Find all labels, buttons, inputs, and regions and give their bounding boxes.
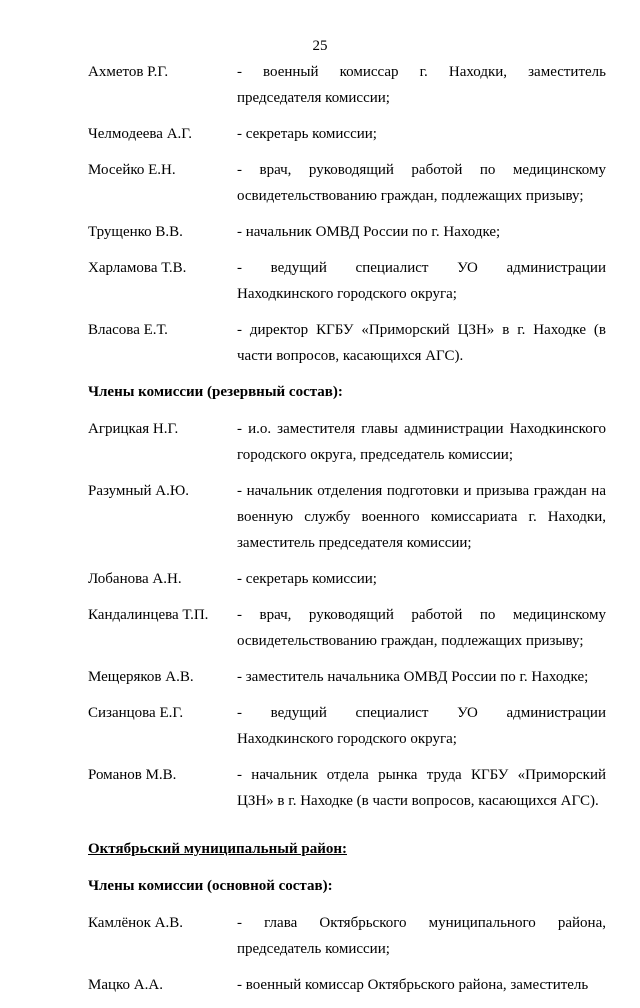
member-role: - начальник ОМВД России по г. Находке; bbox=[237, 224, 501, 240]
main-heading: Члены комиссии (основной состав): bbox=[88, 878, 333, 894]
member-role: - начальник отделения подготовки и призыва граждан на военную службу военного комиссариата г. Находки, заместитель председателя комиссии; bbox=[237, 483, 606, 551]
member-name: Сизанцова Е.Г. bbox=[88, 705, 184, 721]
member-role: - глава Октябрьского муниципального района, председатель комиссии; bbox=[237, 915, 606, 957]
list-item bbox=[88, 972, 606, 998]
member-role: - военный комиссар г. Находки, заместитель председателя комиссии; bbox=[237, 64, 606, 106]
member-role: - военный комиссар Октябрьского района, заместитель bbox=[237, 977, 589, 993]
member-name: Трущенко В.В. bbox=[88, 224, 183, 240]
list-item bbox=[88, 910, 606, 962]
member-name: Разумный А.Ю. bbox=[88, 483, 190, 499]
member-role: - врач, руководящий работой по медицинскому освидетельствованию граждан, подлежащих призыву; bbox=[237, 162, 606, 204]
list-item bbox=[88, 255, 606, 307]
member-name: Мещеряков А.В. bbox=[88, 669, 194, 685]
member-name: Власова Е.Т. bbox=[88, 322, 168, 338]
member-role: - заместитель начальника ОМВД России по г. Находке; bbox=[237, 669, 589, 685]
member-role: - начальник отдела рынка труда КГБУ «Приморский ЦЗН» в г. Находке (в части вопросов, касающихся АГС). bbox=[237, 767, 606, 809]
document-body bbox=[88, 59, 606, 1008]
member-name: Харламова Т.В. bbox=[88, 260, 187, 276]
reserve-heading: Члены комиссии (резервный состав): bbox=[88, 384, 343, 400]
members-main-list bbox=[88, 910, 606, 998]
member-role: - врач, руководящий работой по медицинскому освидетельствованию граждан, подлежащих призыву; bbox=[237, 607, 606, 649]
member-name: Ахметов Р.Г. bbox=[88, 64, 169, 80]
member-name: Мосейко Е.Н. bbox=[88, 162, 176, 178]
member-name: Лобанова А.Н. bbox=[88, 571, 182, 587]
member-name: Агрицкая Н.Г. bbox=[88, 421, 179, 437]
list-item bbox=[88, 700, 606, 752]
list-item bbox=[88, 478, 606, 556]
member-role: - ведущий специалист УО администрации Находкинского городского округа; bbox=[237, 705, 606, 747]
member-name: Романов М.В. bbox=[88, 767, 177, 783]
member-name: Камлёнок А.В. bbox=[88, 915, 184, 931]
member-name: Челмодеева А.Г. bbox=[88, 126, 193, 142]
district-title: Октябрьский муниципальный район: bbox=[88, 841, 347, 857]
list-item bbox=[88, 121, 606, 147]
member-role: - секретарь комиссии; bbox=[237, 126, 377, 142]
list-item bbox=[88, 219, 606, 245]
member-name: Кандалинцева Т.П. bbox=[88, 607, 209, 623]
page-number: 25 bbox=[312, 38, 328, 54]
member-name: Мацко А.А. bbox=[88, 977, 163, 993]
list-item bbox=[88, 602, 606, 654]
list-item bbox=[88, 317, 606, 369]
list-item bbox=[88, 566, 606, 592]
list-item bbox=[88, 416, 606, 468]
member-role: - и.о. заместителя главы администрации Находкинского городского округа, председатель комиссии; bbox=[237, 421, 606, 463]
member-role: - ведущий специалист УО администрации Находкинского городского округа; bbox=[237, 260, 606, 302]
members-top-list bbox=[88, 59, 606, 369]
list-item bbox=[88, 664, 606, 690]
member-role: - секретарь комиссии; bbox=[237, 571, 377, 587]
members-reserve-list bbox=[88, 416, 606, 814]
list-item bbox=[88, 762, 606, 814]
list-item bbox=[88, 157, 606, 209]
list-item bbox=[88, 59, 606, 111]
member-role: - директор КГБУ «Приморский ЦЗН» в г. Находке (в части вопросов, касающихся АГС). bbox=[237, 322, 606, 364]
